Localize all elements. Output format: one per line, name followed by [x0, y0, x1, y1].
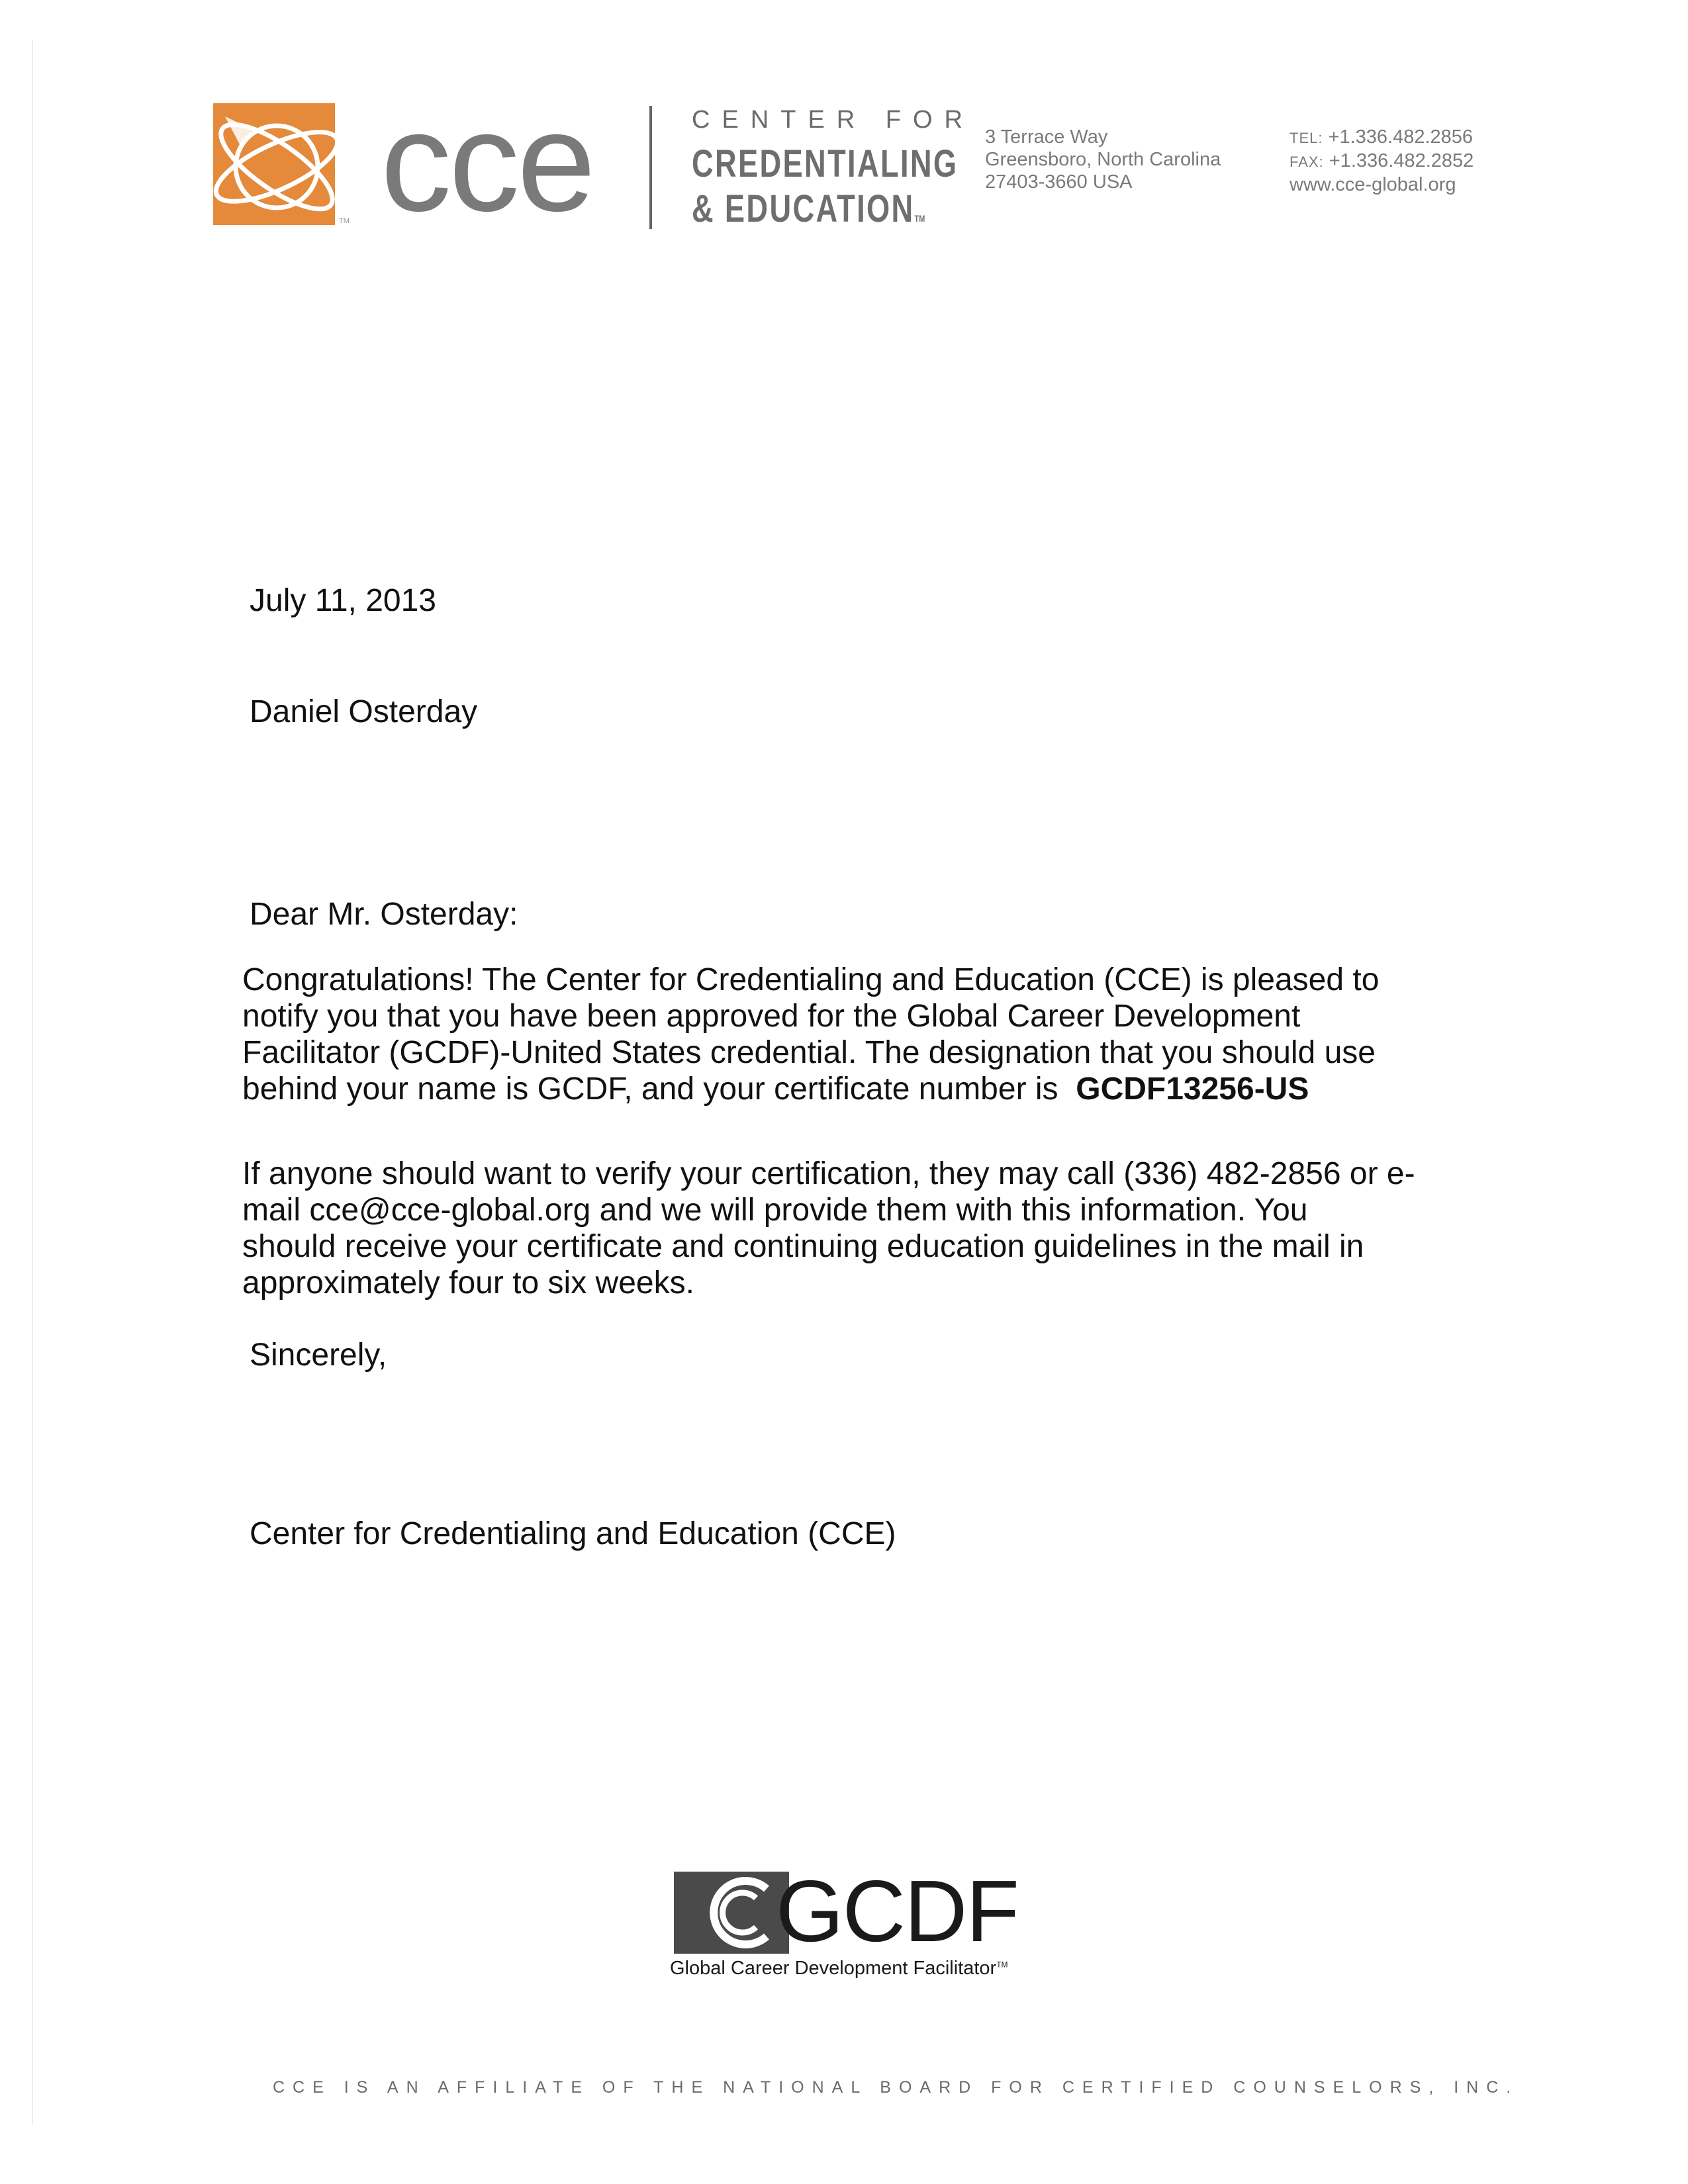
paragraph-line: If anyone should want to verify your certification, they may call (336) 482-2856 or e-: [242, 1156, 1415, 1191]
paragraph-line: notify you that you have been approved for the Global Career Development: [242, 999, 1301, 1034]
fax-label: FAX:: [1289, 154, 1324, 170]
gcdf-tagline-text: Global Career Development Facilitator: [670, 1958, 997, 1979]
paragraph-line-last: [242, 1071, 1474, 1107]
brand-line-education: [692, 187, 925, 231]
gcdf-swirl-logo-icon: [674, 1872, 789, 1954]
paragraph-congratulations: [242, 962, 1474, 1107]
mailing-address: [985, 126, 1221, 193]
tel-label: TEL:: [1289, 130, 1323, 146]
closing: Sincerely,: [250, 1338, 387, 1373]
website-link[interactable]: www.cce-global.org: [1289, 174, 1456, 195]
address-line-2: Greensboro, North Carolina: [985, 149, 1221, 170]
contact-info: [1289, 126, 1474, 196]
fax-line: [1289, 150, 1474, 173]
brand-line-credentialing: CREDENTIALING: [692, 142, 959, 185]
fax-number: +1.336.482.2852: [1329, 150, 1474, 171]
footer-affiliation: CCE IS AN AFFILIATE OF THE NATIONAL BOARD FOR CERTIFIED COUNSELORS, INC.: [273, 2078, 1519, 2097]
certificate-number: GCDF13256-US: [1076, 1071, 1309, 1107]
address-line-3: 27403-3660 USA: [985, 171, 1133, 193]
gcdf-wordmark: GCDF: [776, 1862, 1018, 1960]
gcdf-tagline: [670, 1958, 1008, 1979]
cce-globe-logo-icon: [213, 103, 335, 225]
certificate-sentence: behind your name is GCDF, and your certificate number is: [242, 1071, 1058, 1107]
cce-wordmark: cce: [381, 83, 594, 241]
tel-number: +1.336.482.2856: [1328, 126, 1474, 148]
address-line-1: 3 Terrace Way: [985, 126, 1108, 148]
paragraph-line: Facilitator (GCDF)-United States credential. The designation that you should use: [242, 1035, 1376, 1070]
paragraph-verification: [242, 1156, 1474, 1301]
brand-trademark: TM: [914, 213, 925, 224]
recipient-name: Daniel Osterday: [250, 694, 478, 729]
logo-trademark: TM: [339, 217, 350, 225]
salutation: Dear Mr. Osterday:: [250, 897, 518, 932]
paragraph-line: Congratulations! The Center for Credentialing and Education (CCE) is pleased to: [242, 962, 1380, 997]
scan-edge: [32, 40, 33, 2124]
brand-line-center-for: CENTER FOR: [692, 106, 974, 134]
paragraph-line: approximately four to six weeks.: [242, 1265, 694, 1300]
tel-line: [1289, 126, 1474, 150]
brand-line-education-text: & EDUCATION: [692, 187, 915, 230]
paragraph-line: mail cce@cce-global.org and we will provide them with this information. You: [242, 1193, 1308, 1228]
signatory: Center for Credentialing and Education (CCE): [250, 1516, 896, 1551]
gcdf-trademark: TM: [996, 1960, 1008, 1970]
brand-divider: [649, 106, 652, 229]
letter-date: July 11, 2013: [250, 583, 436, 618]
paragraph-line: should receive your certificate and continuing education guidelines in the mail in: [242, 1229, 1364, 1264]
